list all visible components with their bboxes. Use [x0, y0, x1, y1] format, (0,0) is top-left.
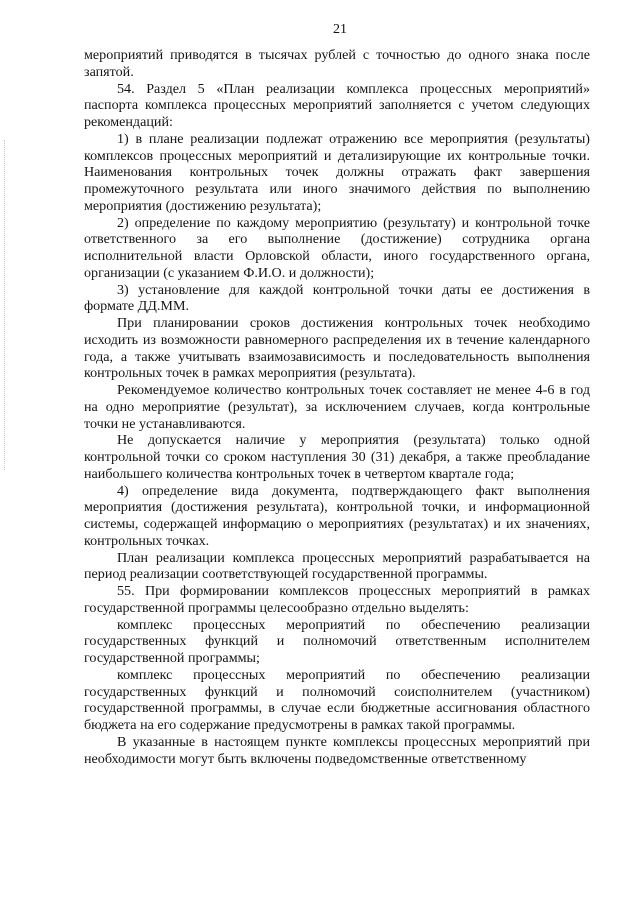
paragraph-recommendation-3: 3) установление для каждой контрольной точки даты ее достижения в формате ДД.ММ.	[84, 281, 590, 315]
document-body	[84, 47, 590, 767]
paragraph-complex-responsible: комплекс процессных мероприятий по обеспечению реализации государственных функций и полномочий ответственным исполнителем государственной программы;	[84, 616, 590, 666]
paragraph-implementation-plan: План реализации комплекса процессных мероприятий разрабатывается на период реализации соответствующей государственной программы.	[84, 549, 590, 583]
paragraph-recommendation-2: 2) определение по каждому мероприятию (результату) и контрольной точке ответственного за его выполнение (достижение) сотрудника органа исполнительной власти Орловской области, иного государственного органа, организации (с указанием Ф.И.О. и должности);	[84, 214, 590, 281]
paragraph-subordinate: В указанные в настоящем пункте комплексы процессных мероприятий при необходимости могут быть включены подведомственные ответственному	[84, 733, 590, 767]
paragraph-item-55: 55. При формировании комплексов процессных мероприятий в рамках государственной программы целесообразно отдельно выделять:	[84, 583, 590, 616]
paragraph-item-54: 54. Раздел 5 «План реализации комплекса процессных мероприятий» паспорта комплекса процессных мероприятий заполняется с учетом следующих рекомендаций:	[84, 80, 590, 130]
paragraph-recommended-count: Рекомендуемое количество контрольных точек составляет не менее 4-6 в год на одно мероприятие (результат), за исключением случаев, когда контрольные точки не устанавливаются.	[84, 382, 590, 432]
page-number: 21	[333, 22, 347, 37]
paragraph-recommendation-1: 1) в плане реализации подлежат отражению все мероприятия (результаты) комплексов процессных мероприятий и детализирующие их контрольные точки. Наименования контрольных точек должны отражать факт завершения промежуточного результата или иного значимого действия по выполнению мероприятия (достижению результата);	[84, 130, 590, 214]
margin-dotted-line	[4, 140, 7, 470]
paragraph-complex-coexecutor: комплекс процессных мероприятий по обеспечению реализации государственных функций и полномочий соисполнителем (участником) государственной программы, в случае если бюджетные ассигнования областного бюджета на его содержание предусмотрены в рамках такой программы.	[84, 666, 590, 733]
paragraph-not-allowed: Не допускается наличие у мероприятия (результата) только одной контрольной точки со сроком наступления 30 (31) декабря, а также преобладание наибольшего количества контрольных точек в четвертом квартале года;	[84, 432, 590, 482]
paragraph-continuation: мероприятий приводятся в тысячах рублей с точностью до одного знака после запятой.	[84, 47, 590, 80]
paragraph-recommendation-4: 4) определение вида документа, подтверждающего факт выполнения мероприятия (достижения результата), контрольной точки, и информационной системы, содержащей информацию о мероприятиях (результатах) и их значениях, контрольных точках.	[84, 482, 590, 549]
paragraph-planning-deadlines: При планировании сроков достижения контрольных точек необходимо исходить из возможности равномерного распределения их в течение календарного года, а также учитывать взаимозависимость и последовательность выполнения контрольных точек в рамках мероприятия (результата).	[84, 315, 590, 382]
